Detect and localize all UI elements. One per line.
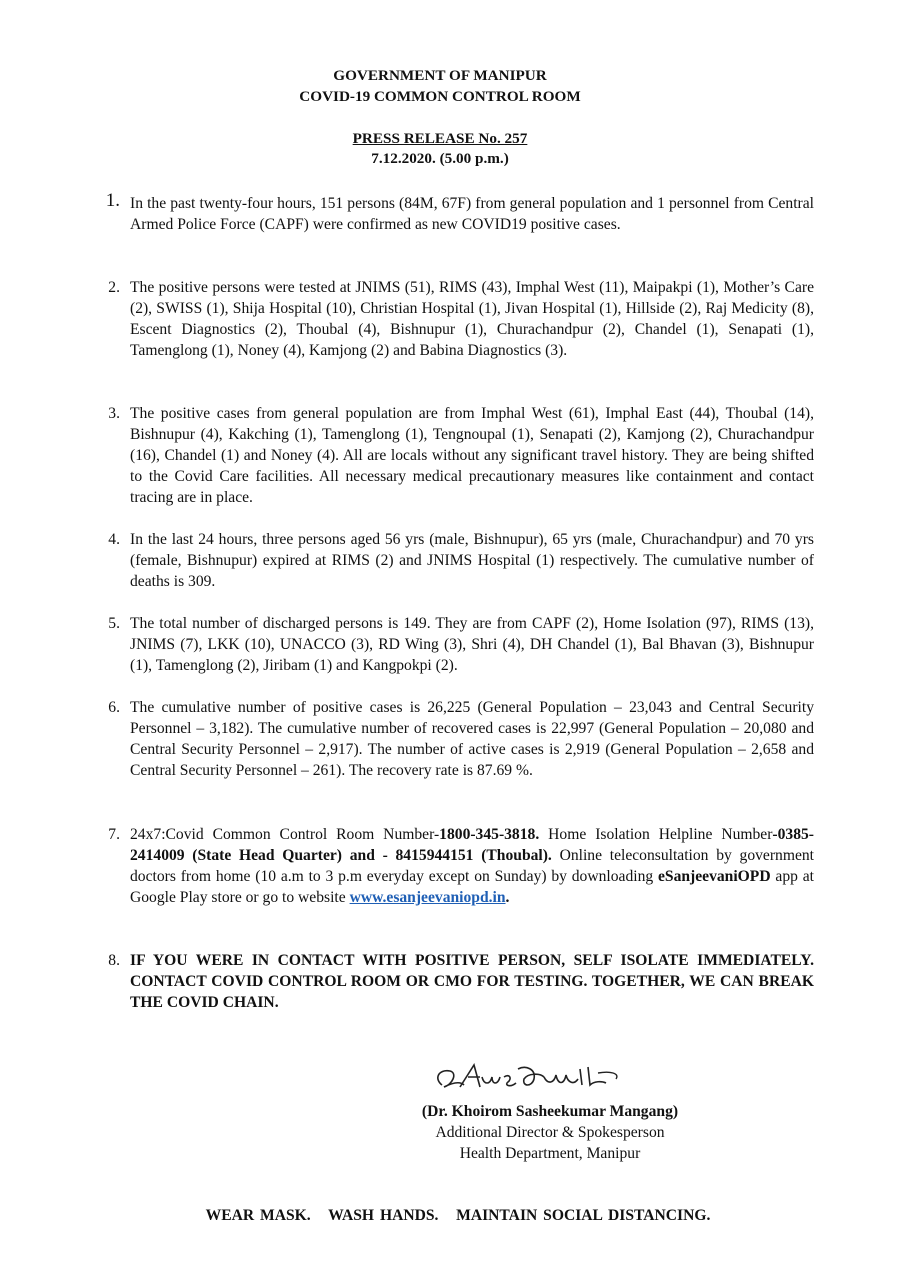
list-item-number: 6.	[108, 699, 120, 716]
signatory-name: (Dr. Khoirom Sasheekumar Mangang)	[421, 1103, 679, 1120]
list-item-number: 2.	[108, 279, 120, 296]
list-item-number: 4.	[108, 531, 120, 548]
helpline-text-4: app at Google Play store or go to website	[130, 868, 814, 906]
helpline-text-1: 24x7:Covid Common Control Room Number-	[130, 826, 440, 843]
helpline-text-2: Home Isolation Helpline Number	[539, 826, 773, 843]
list-item	[98, 277, 814, 361]
contact-notice: IF YOU WERE IN CONTACT WITH POSITIVE PERSON, SELF ISOLATE IMMEDIATELY. CONTACT COVID CONTROL ROOM OR CMO FOR TESTING. TOGETHER, WE CAN BREAK THE COVID CHAIN.	[130, 952, 814, 1011]
list-item	[98, 190, 814, 235]
website-link[interactable]: www.esanjeevaniopd.in	[349, 889, 506, 906]
helpline-period: .	[505, 889, 510, 906]
list-item-text: The positive persons were tested at JNIMS (51), RIMS (43), Imphal West (11), Maipakpi (1), Mother’s Care (2), SWISS (1), Shija Hospital (10), Christian Hospital (1), Jivan Hospital (1), Hillside (2), Raj Medicity (8), Escent Diagnostics (2), Thoubal (4), Bishnupur (1), Churachandpur (2), Chandel (1), Senapati (1), Tamenglong (1), Noney (4), Kamjong (2) and Babina Diagnostics (3).	[130, 279, 814, 359]
list-item-text: The cumulative number of positive cases is 26,225 (General Population – 23,043 and Central Security Personnel – 3,182). The cumulative number of recovered cases is 22,997 (General Population – 20,080 and Central Security Personnel – 2,917). The number of active cases is 2,919 (General Population – 2,658 and Central Security Personnel – 261). The recovery rate is 87.69 %.	[130, 699, 814, 779]
control-room-number: 1800-345-3818.	[439, 826, 540, 843]
list-item-number: 1.	[105, 190, 120, 211]
list-item	[98, 403, 814, 508]
list-item-text	[130, 824, 814, 908]
list-item-number: 3.	[108, 405, 120, 422]
list-item-helpline	[98, 824, 814, 908]
list-item-text: The positive cases from general population are from Imphal West (61), Imphal East (44), Thoubal (14), Bishnupur (4), Kakching (1), Tamenglong (1), Tengnoupal (1), Senapati (2), Kamjong (2), Churachandpur (16), Chandel (1) and Noney (4). All are locals without any significant travel history. They are being shifted to the Covid Care facilities. All necessary medical precautionary measures like containment and contact tracing are in place.	[130, 405, 814, 506]
press-release-number: PRESS RELEASE No. 257	[352, 130, 528, 147]
control-room-heading: COVID-19 COMMON CONTROL ROOM	[299, 88, 581, 105]
helpline-text-3: Online teleconsultation by government doctors from home (10 a.m to 3 p.m everyday except on Sunday) by downloading	[130, 847, 814, 885]
list-item	[98, 529, 814, 592]
release-date: 7.12.2020. (5.00 p.m.)	[371, 150, 509, 167]
handwritten-signature	[430, 1055, 650, 1100]
list-item-text: In the last 24 hours, three persons aged 56 yrs (male, Bishnupur), 65 yrs (male, Churachandpur) and 70 yrs (female, Bishnupur) expired at RIMS (2) and JNIMS Hospital (1) respectively. The cumulative number of deaths is 309.	[130, 531, 814, 590]
footer-slogan: WEAR MASK. WASH HANDS. MAINTAIN SOCIAL DISTANCING.	[205, 1207, 711, 1224]
list-item-text: In the past twenty-four hours, 151 persons (84M, 67F) from general population and 1 personnel from Central Armed Police Force (CAPF) were confirmed as new COVID19 positive cases.	[130, 195, 814, 233]
list-item-number: 7.	[108, 826, 120, 843]
list-item-text: The total number of discharged persons is 149. They are from CAPF (2), Home Isolation (97), RIMS (13), JNIMS (7), LKK (10), UNACCO (3), RD Wing (3), Shri (4), DH Chandel (1), Bal Bhavan (3), Bishnupur (1), Tamenglong (2), Jiribam (1) and Kangpokpi (2).	[130, 615, 814, 674]
list-item	[98, 613, 814, 676]
signature-block	[370, 1101, 730, 1164]
list-item-notice	[98, 950, 814, 1013]
signatory-department: Health Department, Manipur	[459, 1145, 641, 1162]
list-item-number: 8.	[108, 952, 120, 969]
helpline-numbers: -0385-2414009 (State Head Quarter) and - 8415944151 (Thoubal).	[130, 826, 814, 864]
list-item	[98, 697, 814, 781]
app-name: eSanjeevaniOPD	[657, 868, 771, 885]
list-item-number: 5.	[108, 615, 120, 632]
govt-heading: GOVERNMENT OF MANIPUR	[333, 67, 547, 84]
signatory-title: Additional Director & Spokesperson	[435, 1124, 665, 1141]
